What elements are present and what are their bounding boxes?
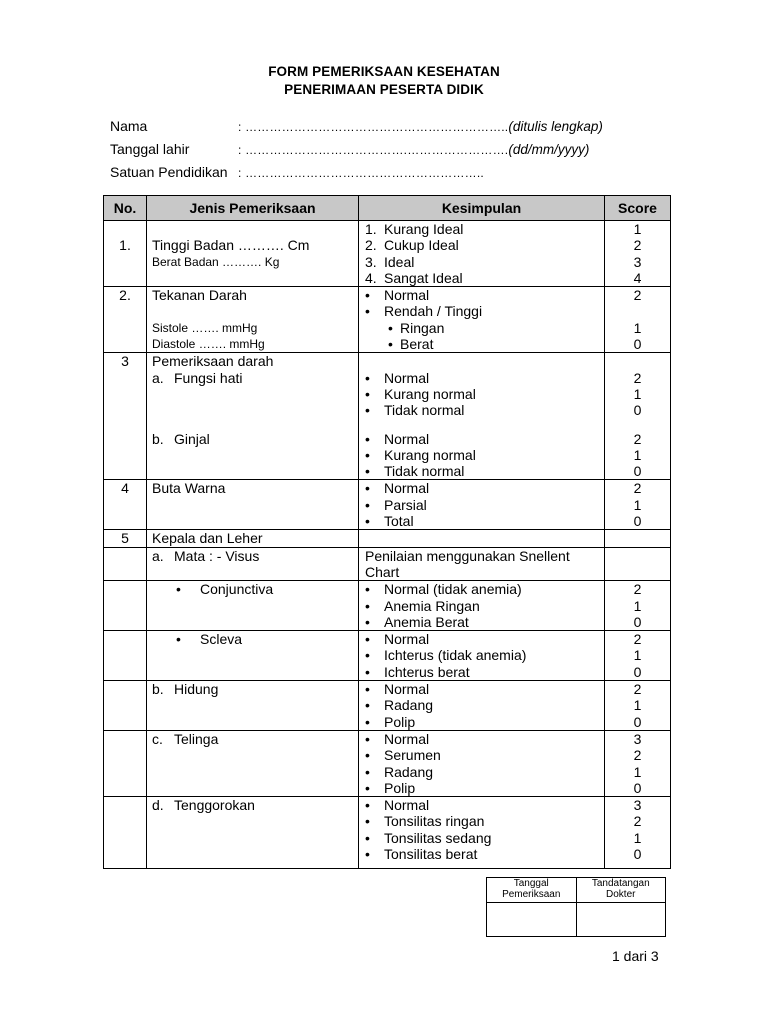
field-hint: (dd/mm/yyyy)	[508, 142, 590, 157]
table-row: b. Hidung • Normal • Radang • Polip 2 1 0	[104, 681, 671, 731]
list-item: • Normal	[362, 431, 604, 447]
list-item: • Radang	[362, 764, 604, 780]
list-item: • Normal	[362, 370, 604, 386]
row-number: 2.	[119, 287, 131, 304]
field-satuan-pendidikan	[110, 164, 484, 180]
signature-box	[486, 877, 666, 937]
field-dots: : ………………………………………………………..	[238, 120, 509, 134]
list-item: 1. Kurang Ideal	[365, 221, 464, 237]
list-item: • Normal	[362, 731, 604, 747]
table-row: 2. Tekanan Darah Sistole ……. mmHg Diastole ……. mmHg • Normal • Rendah / Tinggi • Ringan • Berat 2 1 0	[104, 287, 671, 353]
tanggal-pemeriksaan-field[interactable]	[487, 903, 577, 937]
field-label: Satuan Pendidikan	[110, 164, 228, 180]
list-item: • Ichterus berat	[362, 664, 604, 680]
tandatangan-dokter-label: Tandatangan Dokter	[576, 878, 666, 903]
header-kesimpulan: Kesimpulan	[359, 196, 605, 221]
list-item: • Ringan	[362, 320, 604, 336]
field-hint: (ditulis lengkap)	[508, 119, 603, 134]
list-item: • Tonsilitas ringan	[362, 813, 604, 829]
exam-table	[103, 195, 671, 869]
list-item: • Tidak normal	[362, 463, 604, 479]
diastole: Diastole ……. mmHg	[152, 337, 265, 352]
berat-badan: Berat Badan ………. Kg	[152, 254, 280, 269]
page-number: 1 dari 3	[612, 948, 659, 964]
list-item: • Berat	[362, 336, 604, 352]
list-item: 3. Ideal	[365, 253, 415, 270]
table-row: • Conjunctiva • Normal (tidak anemia) • Anemia Ringan • Anemia Berat 2 1 0	[104, 581, 671, 631]
list-item: • Kurang normal	[362, 386, 604, 402]
table-row: 4 Buta Warna • Normal • Parsial • Total 2 1 0	[104, 480, 671, 530]
list-item: • Ichterus (tidak anemia)	[362, 647, 604, 663]
list-item: • Polip	[362, 780, 604, 796]
row-number: 4	[121, 480, 129, 497]
list-item: • Tidak normal	[362, 402, 604, 418]
row-number: 5	[121, 530, 129, 547]
list-item: • Normal	[362, 797, 604, 813]
tanggal-pemeriksaan-label: Tanggal Pemeriksaan	[487, 878, 577, 903]
list-item: • Tonsilitas berat	[362, 846, 604, 862]
list-item: • Serumen	[362, 747, 604, 763]
field-dots: : …………………………………………………..	[238, 166, 484, 180]
list-item: • Anemia Ringan	[362, 598, 604, 614]
table-row: • Scleva • Normal • Ichterus (tidak anemia) • Ichterus berat 2 1 0	[104, 631, 671, 681]
tinggi-badan: Tinggi Badan ………. Cm	[152, 237, 310, 254]
table-row: a. Mata : - Visus Penilaian menggunakan Snellent Chart	[104, 547, 671, 581]
list-item: • Normal	[362, 631, 604, 647]
table-row: 1. Tinggi Badan ………. Cm Berat Badan ………. Kg 1. Kurang Ideal 2. Cukup Ideal 3. Ideal 4. Sangat Ideal 1 2 3 4	[104, 221, 671, 287]
table-row: d. Tenggorokan • Normal • Tonsilitas ringan • Tonsilitas sedang • Tonsilitas berat 3 2 1 0	[104, 797, 671, 869]
form-title-line2: PENERIMAAN PESERTA DIDIK	[284, 82, 484, 97]
list-item: • Anemia Berat	[362, 614, 604, 630]
header-no: No.	[104, 196, 147, 221]
list-item: • Normal	[362, 681, 604, 697]
row-number: 3	[121, 353, 129, 370]
field-label: Nama	[110, 118, 148, 134]
list-item: 4. Sangat Ideal	[365, 269, 463, 286]
table-row: 5 Kepala dan Leher	[104, 530, 671, 547]
list-item: • Normal	[362, 480, 604, 496]
table-row: 3 Pemeriksaan darah a. Fungsi hati b. Ginjal • Normal • Kurang normal • Tidak normal • Normal • Kurang normal • Tidak normal 2 1 0 2 1 0	[104, 353, 671, 480]
header-jenis: Jenis Pemeriksaan	[147, 196, 359, 221]
list-item: • Normal	[362, 287, 604, 303]
list-item: • Tonsilitas sedang	[362, 830, 604, 846]
list-item: • Parsial	[362, 497, 604, 513]
list-item: • Radang	[362, 697, 604, 713]
field-nama	[110, 118, 603, 134]
table-header-row	[104, 196, 671, 221]
list-item: • Polip	[362, 714, 604, 730]
row-number: 1.	[119, 237, 131, 254]
sistole: Sistole ……. mmHg	[152, 320, 258, 335]
list-item: • Rendah / Tinggi	[362, 303, 604, 319]
header-score: Score	[605, 196, 671, 221]
list-item: • Kurang normal	[362, 447, 604, 463]
form-title-line1: FORM PEMERIKSAAN KESEHATAN	[268, 64, 500, 79]
list-item: • Total	[362, 513, 604, 529]
field-tanggal-lahir	[110, 141, 589, 157]
list-item: 2. Cukup Ideal	[365, 237, 459, 254]
field-label: Tanggal lahir	[110, 141, 190, 157]
list-item: • Normal (tidak anemia)	[362, 581, 604, 597]
field-dots: : ………………………………….…………………….	[238, 143, 509, 157]
table-row: c. Telinga • Normal • Serumen • Radang • Polip 3 2 1 0	[104, 730, 671, 796]
tandatangan-dokter-field[interactable]	[576, 903, 666, 937]
